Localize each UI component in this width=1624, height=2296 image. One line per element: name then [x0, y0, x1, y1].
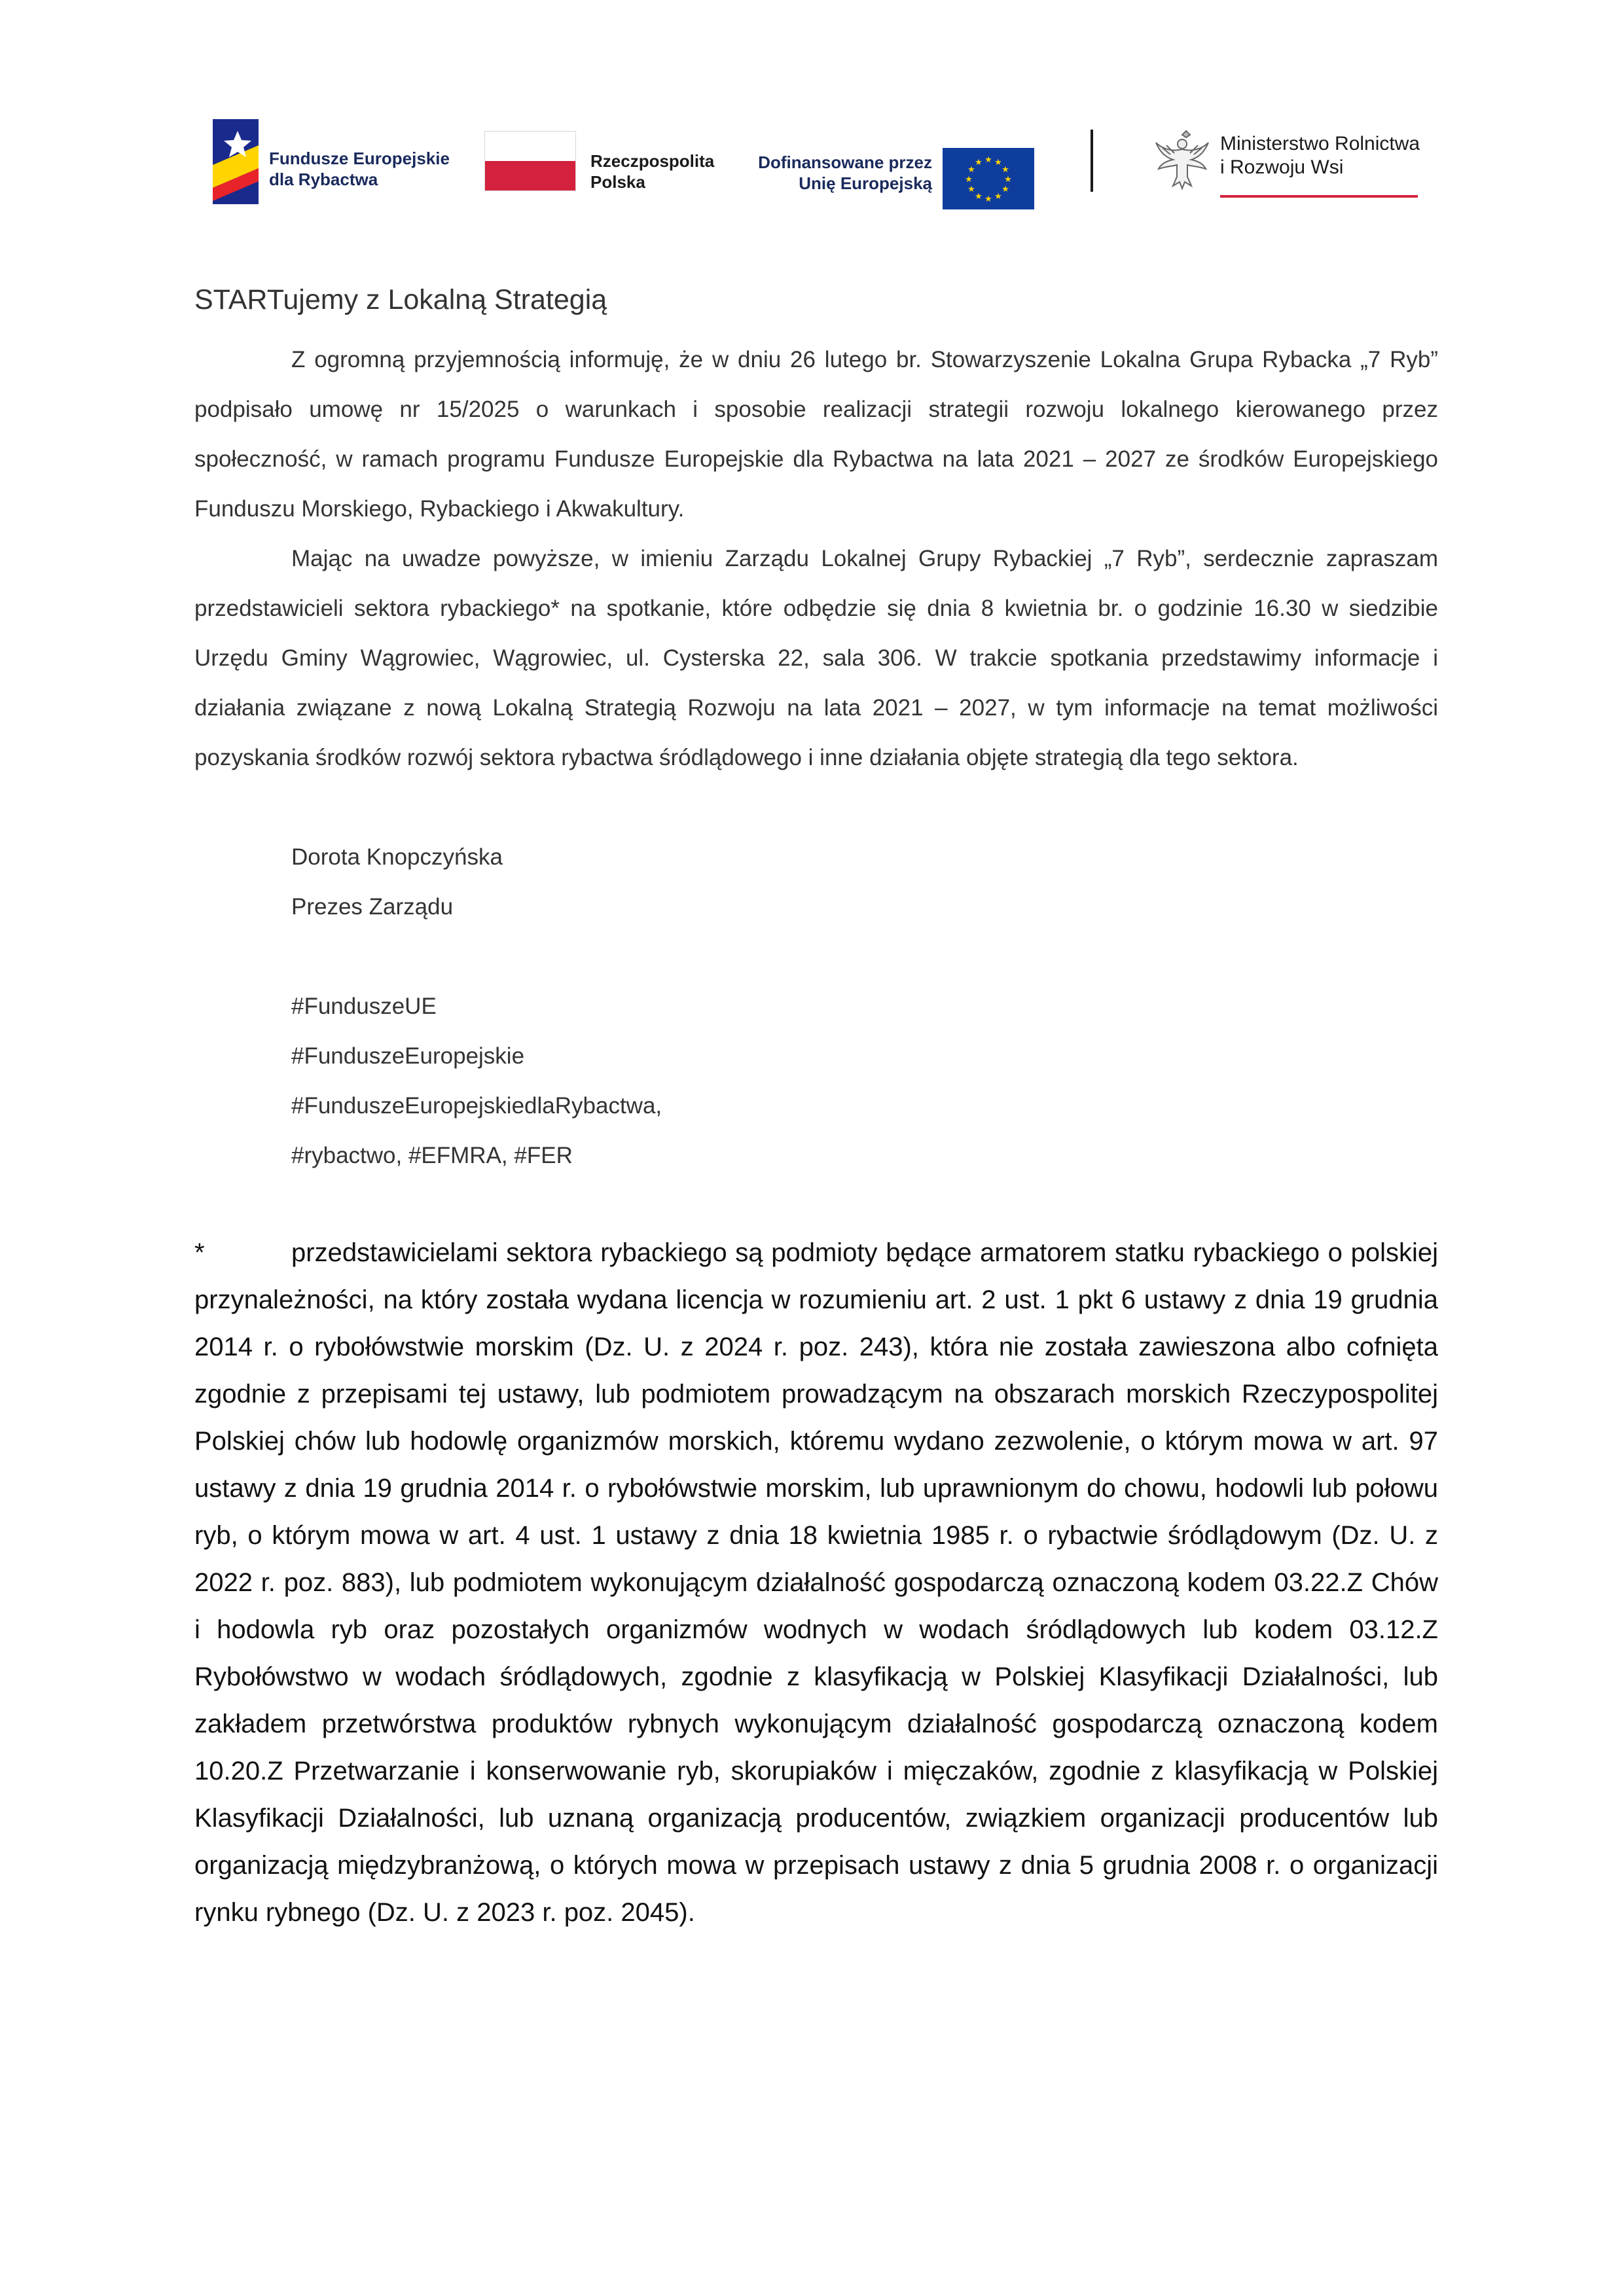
ministry-accent-line [1220, 195, 1418, 198]
document-title: STARTujemy z Lokalną Strategią [194, 284, 607, 315]
hashtag-line: #FunduszeUE [291, 994, 437, 1019]
polish-eagle-icon [1153, 126, 1211, 191]
footnote-text: przedstawicielami sektora rybackiego są podmioty będące armatorem statku rybackiego o polskiej przynależności, na który została wydana licencja w rozumieniu art. 2 ust. 1 pkt 6 ustawy z dnia 19 grudnia 2014 r. o rybołówstwie morskim (Dz. U. z 2024 r. poz. 243), która nie została zawieszona albo cofnięta zgodnie z przepisami tej ustawy, lub podmiotem prowadzącym na obszarach morskich Rzeczypospolitej Polskiej chów lub hodowlę organizmów morskich, któremu wydano zezwolenie, o którym mowa w art. 97 ustawy z dnia 19 grudnia 2014 r. o rybołówstwie morskim, lub uprawnionym do chowu, hodowli lub połowu ryb, o którym mowa w art. 4 ust. 1 ustawy z dnia 18 kwietnia 1985 r. o rybactwie śródlądowym (Dz. U. z 2022 r. poz. 883), lub podmiotem wykonującym działalność gospodarczą oznaczoną kodem 03.22.Z Chów i hodowla ryb oraz pozostałych organizmów wodnych w wodach śródlądowych lub kodem 03.12.Z Rybołówstwo w wodach śródlądowych, zgodnie z klasyfikacją w Polskiej Klasyfikacji Działalności, lub zakładem przetwórstwa produktów rybnych wykonującym działalność gospodarczą oznaczoną kodem 10.20.Z Przetwarzanie i konserwowanie ryb, skorupiaków i mięczaków, zgodnie z klasyfikacją w Polskiej Klasyfikacji Działalności, lub uznaną organizacją producentów, związkiem organizacji producentów lub organizacją międzybranżową, o których mowa w przepisach ustawy z dnia 5 grudnia 2008 r. o organizacji rynku rybnego (Dz. U. z 2023 r. poz. 2045). [194, 1238, 1438, 1927]
signature-name: Dorota Knopczyńska [291, 844, 503, 870]
eu-flag-icon [943, 148, 1034, 209]
eu-logo-line1: Dofinansowane przez [758, 152, 932, 172]
polish-flag-icon [484, 131, 576, 191]
logo-separator [1091, 130, 1093, 192]
rp-logo-text [590, 151, 714, 192]
ministry-logo-line2: i Rozwoju Wsi [1220, 156, 1344, 178]
svg-text:★: ★ [994, 192, 1002, 202]
fe-logo-line2: dla Rybactwa [269, 170, 378, 189]
paragraph-invitation: Mając na uwadze powyższe, w imieniu Zarządu Lokalnej Grupy Rybackiej „7 Ryb”, serdecznie zapraszam przedstawicieli sektora rybackiego* na spotkanie, które odbędzie się dnia 8 kwietnia br. o godzinie 16.30 w siedzibie Urzędu Gminy Wągrowiec, Wągrowiec, ul. Cysterska 22, sala 306. W trakcie spotkania przedstawimy informacje i działania związane z nową Lokalną Strategią Rozwoju na lata 2021 – 2027, w tym informacje na temat możliwości pozyskania środków rozwój sektora rybactwa śródlądowego i inne działania objęte strategią dla tego sektora. [194, 546, 1438, 770]
fe-star-logo-icon [213, 119, 259, 204]
ministry-logo-line1: Ministerstwo Rolnictwa [1220, 133, 1420, 154]
svg-text:★: ★ [967, 185, 975, 194]
svg-text:★: ★ [965, 175, 973, 185]
svg-text:★: ★ [1001, 185, 1009, 194]
logo-rzeczpospolita-polska [484, 131, 727, 196]
hashtag-line: #FunduszeEuropejskie [291, 1043, 525, 1069]
eu-logo-line2: Unię Europejską [799, 173, 932, 193]
rp-logo-line2: Polska [590, 172, 645, 192]
logo-eu-cofinanced [751, 130, 1033, 204]
svg-text:★: ★ [1001, 165, 1009, 175]
svg-text:★: ★ [975, 158, 983, 168]
hashtag-line: #rybactwo, #EFMRA, #FER [291, 1143, 573, 1168]
fe-logo-text [269, 148, 450, 190]
paragraph-announcement: Z ogromną przyjemnością informuję, że w dniu 26 lutego br. Stowarzyszenie Lokalna Grupa Rybacka „7 Ryb” podpisało umowę nr 15/2025 o warunkach i sposobie realizacji strategii rozwoju lokalnego kierowanego przez społeczność, w ramach programu Fundusze Europejskie dla Rybactwa na lata 2021 – 2027 ze środków Europejskiego Funduszu Morskiego, Rybackiego i Akwakultury. [194, 347, 1438, 522]
svg-text:★: ★ [967, 165, 975, 175]
ministry-logo-text [1220, 132, 1420, 179]
footnote [194, 1229, 1438, 1936]
logo-bar [0, 111, 1624, 209]
svg-text:★: ★ [984, 194, 992, 204]
fe-logo-line1: Fundusze Europejskie [269, 149, 450, 168]
svg-text:★: ★ [975, 192, 983, 202]
eu-logo-text [751, 152, 932, 194]
svg-text:★: ★ [994, 158, 1002, 168]
rp-logo-line1: Rzeczpospolita [590, 151, 715, 171]
svg-text:★: ★ [1004, 175, 1012, 185]
logo-ministerstwo [1153, 126, 1428, 198]
footnote-marker: * [194, 1238, 205, 1267]
hashtag-line: #FunduszeEuropejskiedlaRybactwa, [291, 1093, 662, 1119]
logo-fundusze-europejskie [213, 119, 461, 204]
svg-text:★: ★ [984, 155, 992, 165]
signature-role: Prezes Zarządu [291, 894, 454, 920]
